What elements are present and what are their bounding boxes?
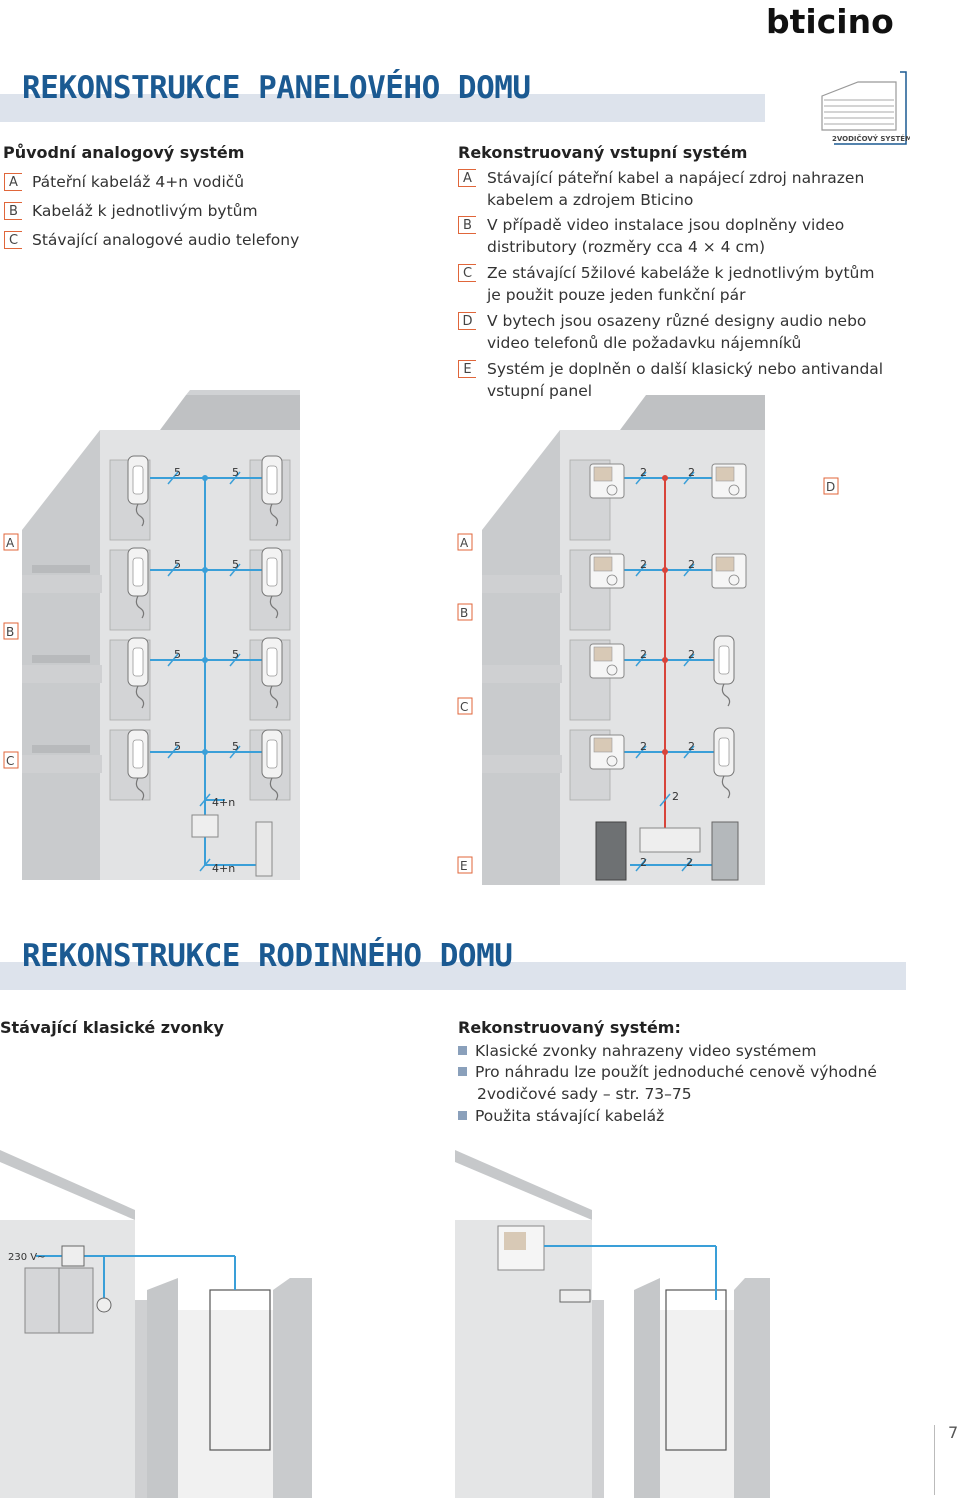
left-label-b: B bbox=[4, 202, 22, 220]
right-label-d: D bbox=[458, 312, 476, 330]
wire-count-l2: 5 bbox=[232, 466, 239, 479]
right-item-e-line1: Systém je doplněn o další klasický nebo antivandal bbox=[487, 360, 884, 378]
left-building bbox=[22, 390, 300, 880]
wire-count-r9: 2 bbox=[640, 856, 647, 869]
wire-count-l6: 5 bbox=[232, 648, 239, 661]
page-number: 7 bbox=[948, 1423, 959, 1442]
diagram-label-right-a bbox=[458, 534, 472, 550]
wire-count-r6: 2 bbox=[688, 648, 695, 661]
right-item-a-line2: kabelem a zdrojem Bticino bbox=[487, 191, 694, 209]
bullet-1: Klasické zvonky nahrazeny video systémem bbox=[458, 1040, 816, 1062]
diagram-label-left-b bbox=[4, 623, 18, 639]
svg-text:A: A bbox=[460, 536, 469, 550]
right-item-e-line2: vstupní panel bbox=[487, 382, 593, 400]
reconstructed-system-heading: Rekonstruovaný vstupní systém bbox=[458, 143, 748, 162]
diagram-label-right-d bbox=[824, 478, 838, 494]
right-house bbox=[455, 1150, 770, 1498]
family-house-diagram bbox=[0, 1150, 930, 1498]
wire-count-r5: 2 bbox=[640, 648, 647, 661]
wire-count-l8: 5 bbox=[232, 740, 239, 753]
bullet-square-icon bbox=[458, 1067, 467, 1076]
bullet-square-icon bbox=[458, 1111, 467, 1120]
right-item-a-line1: Stávající páteřní kabel a napájecí zdroj nahrazen bbox=[487, 169, 865, 187]
svg-text:B: B bbox=[460, 606, 469, 620]
svg-text:C: C bbox=[460, 700, 469, 714]
voltage-label bbox=[8, 1252, 46, 1263]
bullet-2-cont: 2vodičové sady – str. 73–75 bbox=[477, 1085, 692, 1103]
right-label-e: E bbox=[458, 360, 476, 378]
left-label-a: A bbox=[4, 173, 22, 191]
wire-count-r10: 2 bbox=[686, 856, 693, 869]
wire-count-r7: 2 bbox=[640, 740, 647, 753]
right-item-c-line1: Ze stávající 5žilové kabeláže k jednotlivým bytům bbox=[487, 264, 875, 282]
diagram-label-left-a bbox=[4, 534, 18, 550]
right-label-c: C bbox=[458, 264, 476, 282]
right-label-b: B bbox=[458, 216, 476, 234]
wire-count-l4: 5 bbox=[232, 558, 239, 571]
wire-count-r2: 2 bbox=[688, 466, 695, 479]
svg-text:A: A bbox=[6, 536, 15, 550]
right-item-d bbox=[487, 310, 866, 354]
wire-count-r1: 2 bbox=[640, 466, 647, 479]
original-system-heading: Původní analogový systém bbox=[3, 143, 245, 162]
backbone-left-1: 4+n bbox=[212, 796, 236, 809]
right-item-b bbox=[487, 214, 844, 258]
left-item-b: Kabeláž k jednotlivým bytům bbox=[32, 202, 258, 220]
backbone-left-2: 4+n bbox=[212, 862, 236, 875]
section2-title: REKONSTRUKCE RODINNÉHO DOMU bbox=[22, 938, 513, 974]
apartment-building-diagram bbox=[0, 390, 960, 895]
wire-count-r8: 2 bbox=[688, 740, 695, 753]
diagram-label-right-e bbox=[458, 857, 472, 873]
wire-count-l5: 5 bbox=[174, 648, 181, 661]
diagram-label-left-c bbox=[4, 752, 18, 768]
svg-text:E: E bbox=[460, 859, 468, 873]
reconstructed-system-heading-2: Rekonstruovaný systém: bbox=[458, 1018, 681, 1037]
diagram-label-right-b bbox=[458, 604, 472, 620]
power-supply-left bbox=[192, 815, 218, 837]
diagram-label-right-c bbox=[458, 698, 472, 714]
right-item-c-line2: je použit pouze jeden funkční pár bbox=[487, 286, 746, 304]
svg-text:B: B bbox=[6, 625, 15, 639]
right-item-b-line1: V případě video instalace jsou doplněny video bbox=[487, 216, 845, 234]
bullet-square-icon bbox=[458, 1046, 467, 1055]
left-item-c: Stávající analogové audio telefony bbox=[32, 231, 300, 249]
wire-count-l7: 5 bbox=[174, 740, 181, 753]
backbone-right: 2 bbox=[672, 790, 679, 803]
logo-text: bticino bbox=[766, 4, 894, 38]
wire-count-l3: 5 bbox=[174, 558, 181, 571]
bell-icon bbox=[97, 1298, 111, 1312]
right-item-b-line2: distributory (rozměry cca 4 × 4 cm) bbox=[487, 238, 766, 256]
bullet-2: Pro náhradu lze použít jednoduché cenově výhodné bbox=[458, 1061, 877, 1083]
left-house bbox=[0, 1150, 312, 1498]
door-panel-left bbox=[256, 822, 272, 876]
svg-text:C: C bbox=[6, 754, 15, 768]
left-label-c: C bbox=[4, 231, 22, 249]
wire-count-l1: 5 bbox=[174, 466, 181, 479]
section1-title: REKONSTRUKCE PANELOVÉHO DOMU bbox=[22, 70, 531, 106]
bticino-logo bbox=[766, 4, 908, 38]
existing-bells-heading: Stávající klasické zvonky bbox=[0, 1018, 224, 1037]
page-divider bbox=[934, 1425, 935, 1495]
svg-text:D: D bbox=[826, 480, 836, 494]
wire-count-r3: 2 bbox=[640, 558, 647, 571]
power-supply-right bbox=[560, 1290, 590, 1302]
bullet-3: Použita stávající kabeláž bbox=[458, 1105, 664, 1127]
right-item-d-line2: video telefonů dle požadavku nájemníků bbox=[487, 334, 802, 352]
badge-text: 2VODIČOVÝ SYSTÉM bbox=[832, 135, 910, 143]
wire-count-r4: 2 bbox=[688, 558, 695, 571]
right-label-a: A bbox=[458, 169, 476, 187]
right-item-c bbox=[487, 262, 874, 306]
right-item-d-line1: V bytech jsou osazeny různé designy audio nebo bbox=[487, 312, 867, 330]
left-item-a: Páteřní kabeláž 4+n vodičů bbox=[32, 173, 245, 191]
right-item-a bbox=[487, 167, 864, 211]
transformer-icon bbox=[62, 1246, 84, 1266]
two-wire-badge bbox=[818, 70, 910, 150]
svg-text:230 V~: 230 V~ bbox=[8, 1252, 46, 1263]
